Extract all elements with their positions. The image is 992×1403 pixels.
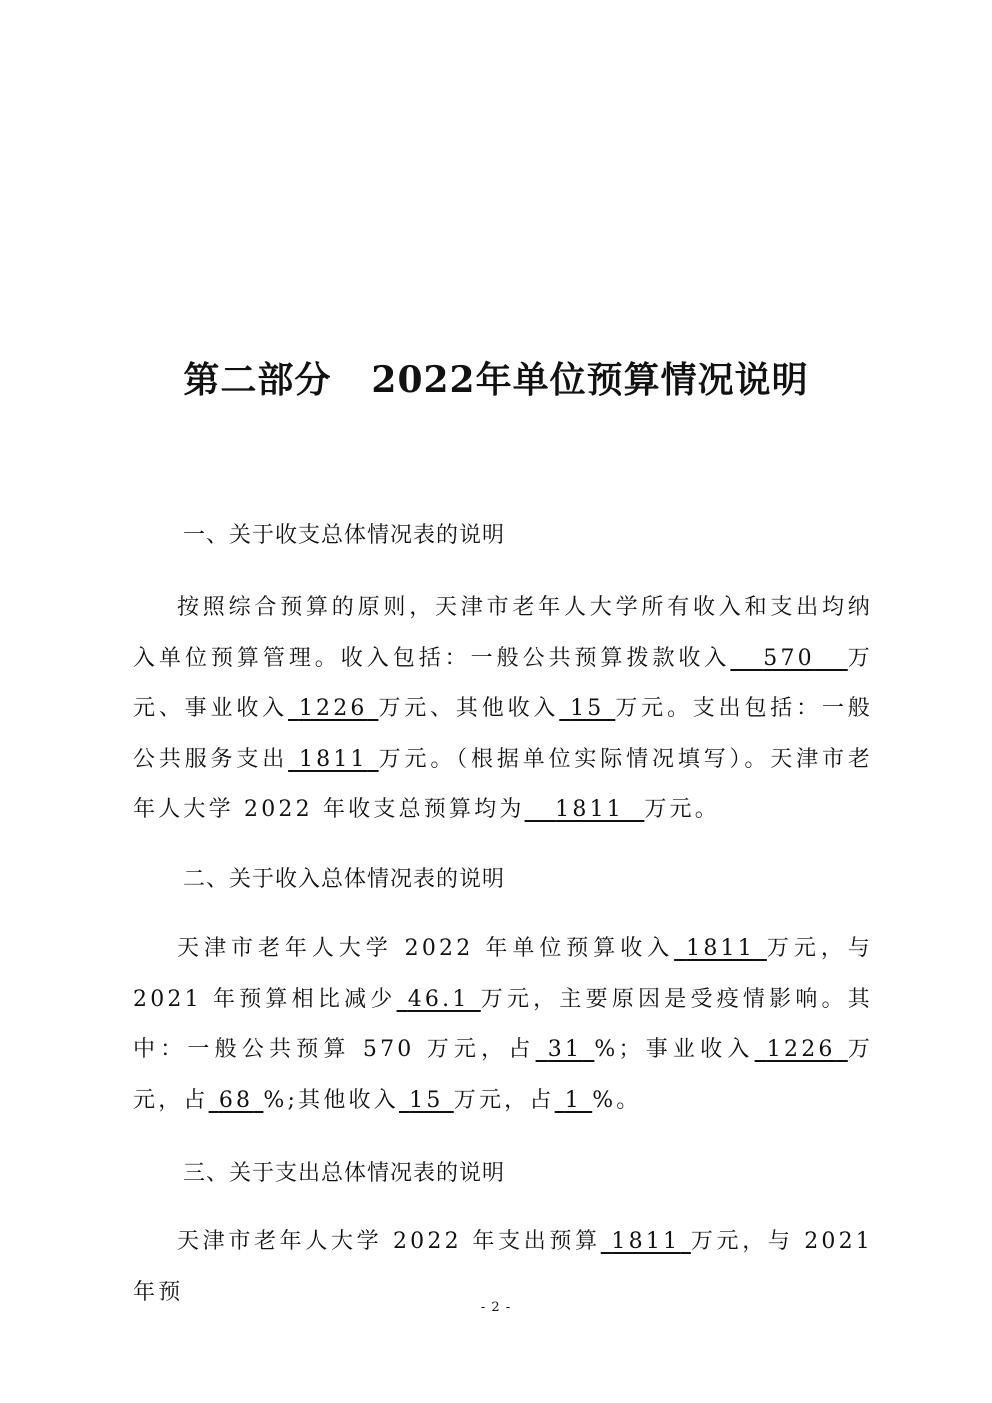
- business-income-percent: 68: [218, 1087, 254, 1113]
- business-income-value: 1226: [298, 696, 368, 721]
- total-budget-value: 1811: [555, 797, 624, 822]
- other-income-percent: 1: [564, 1087, 582, 1113]
- other-income-value: 15: [409, 1087, 444, 1113]
- public-service-expense-value: 1811: [298, 746, 368, 772]
- general-budget-value: 570: [763, 645, 815, 671]
- other-income-value: 15: [570, 696, 605, 721]
- title-part: 第二部分: [183, 359, 332, 401]
- title-main: 2022年单位预算情况说明: [371, 359, 809, 401]
- section-2-heading: 二、关于收入总体情况表的说明: [183, 867, 506, 892]
- expense-budget-value: 1811: [611, 1229, 681, 1254]
- business-income-value: 1226: [766, 1037, 836, 1062]
- page-number: - 2 -: [480, 1300, 512, 1315]
- section-3-heading: 三、关于支出总体情况表的说明: [183, 1161, 506, 1186]
- section-2-paragraph: 天津市老年人大学 2022 年单位预算收入 1811 万元，与 2021 年预算相比减少 46.1 万元，主要原因是受疫情影响。其中：一般公共预算 570 万元，占 31 %；事业收入 1226 万元，占 68 %;其他收入 15 万元，占 1 %。: [133, 936, 874, 1113]
- decrease-value: 46.1: [407, 986, 470, 1012]
- unit-income-value: 1811: [686, 936, 755, 961]
- page-title: [0, 352, 992, 403]
- section-3-paragraph: 天津市老年人大学 2022 年支出预算 1811 万元，与 2021 年预: [133, 1229, 873, 1305]
- general-budget-percent: 31: [547, 1037, 583, 1062]
- section-1-paragraph: 按照综合预算的原则，天津市老年人大学所有收入和支出均纳入单位预算管理。收入包括：一般公共预算拨款收入 570 万元、事业收入 1226 万元、其他收入 15 万元。支出包括：一般公共服务支出 1811 万元。（根据单位实际情况填写）。天津市老年人大学 2022 年收支总预算均为 1811 万元。: [133, 595, 873, 822]
- section-1-heading: 一、关于收支总体情况表的说明: [183, 523, 506, 548]
